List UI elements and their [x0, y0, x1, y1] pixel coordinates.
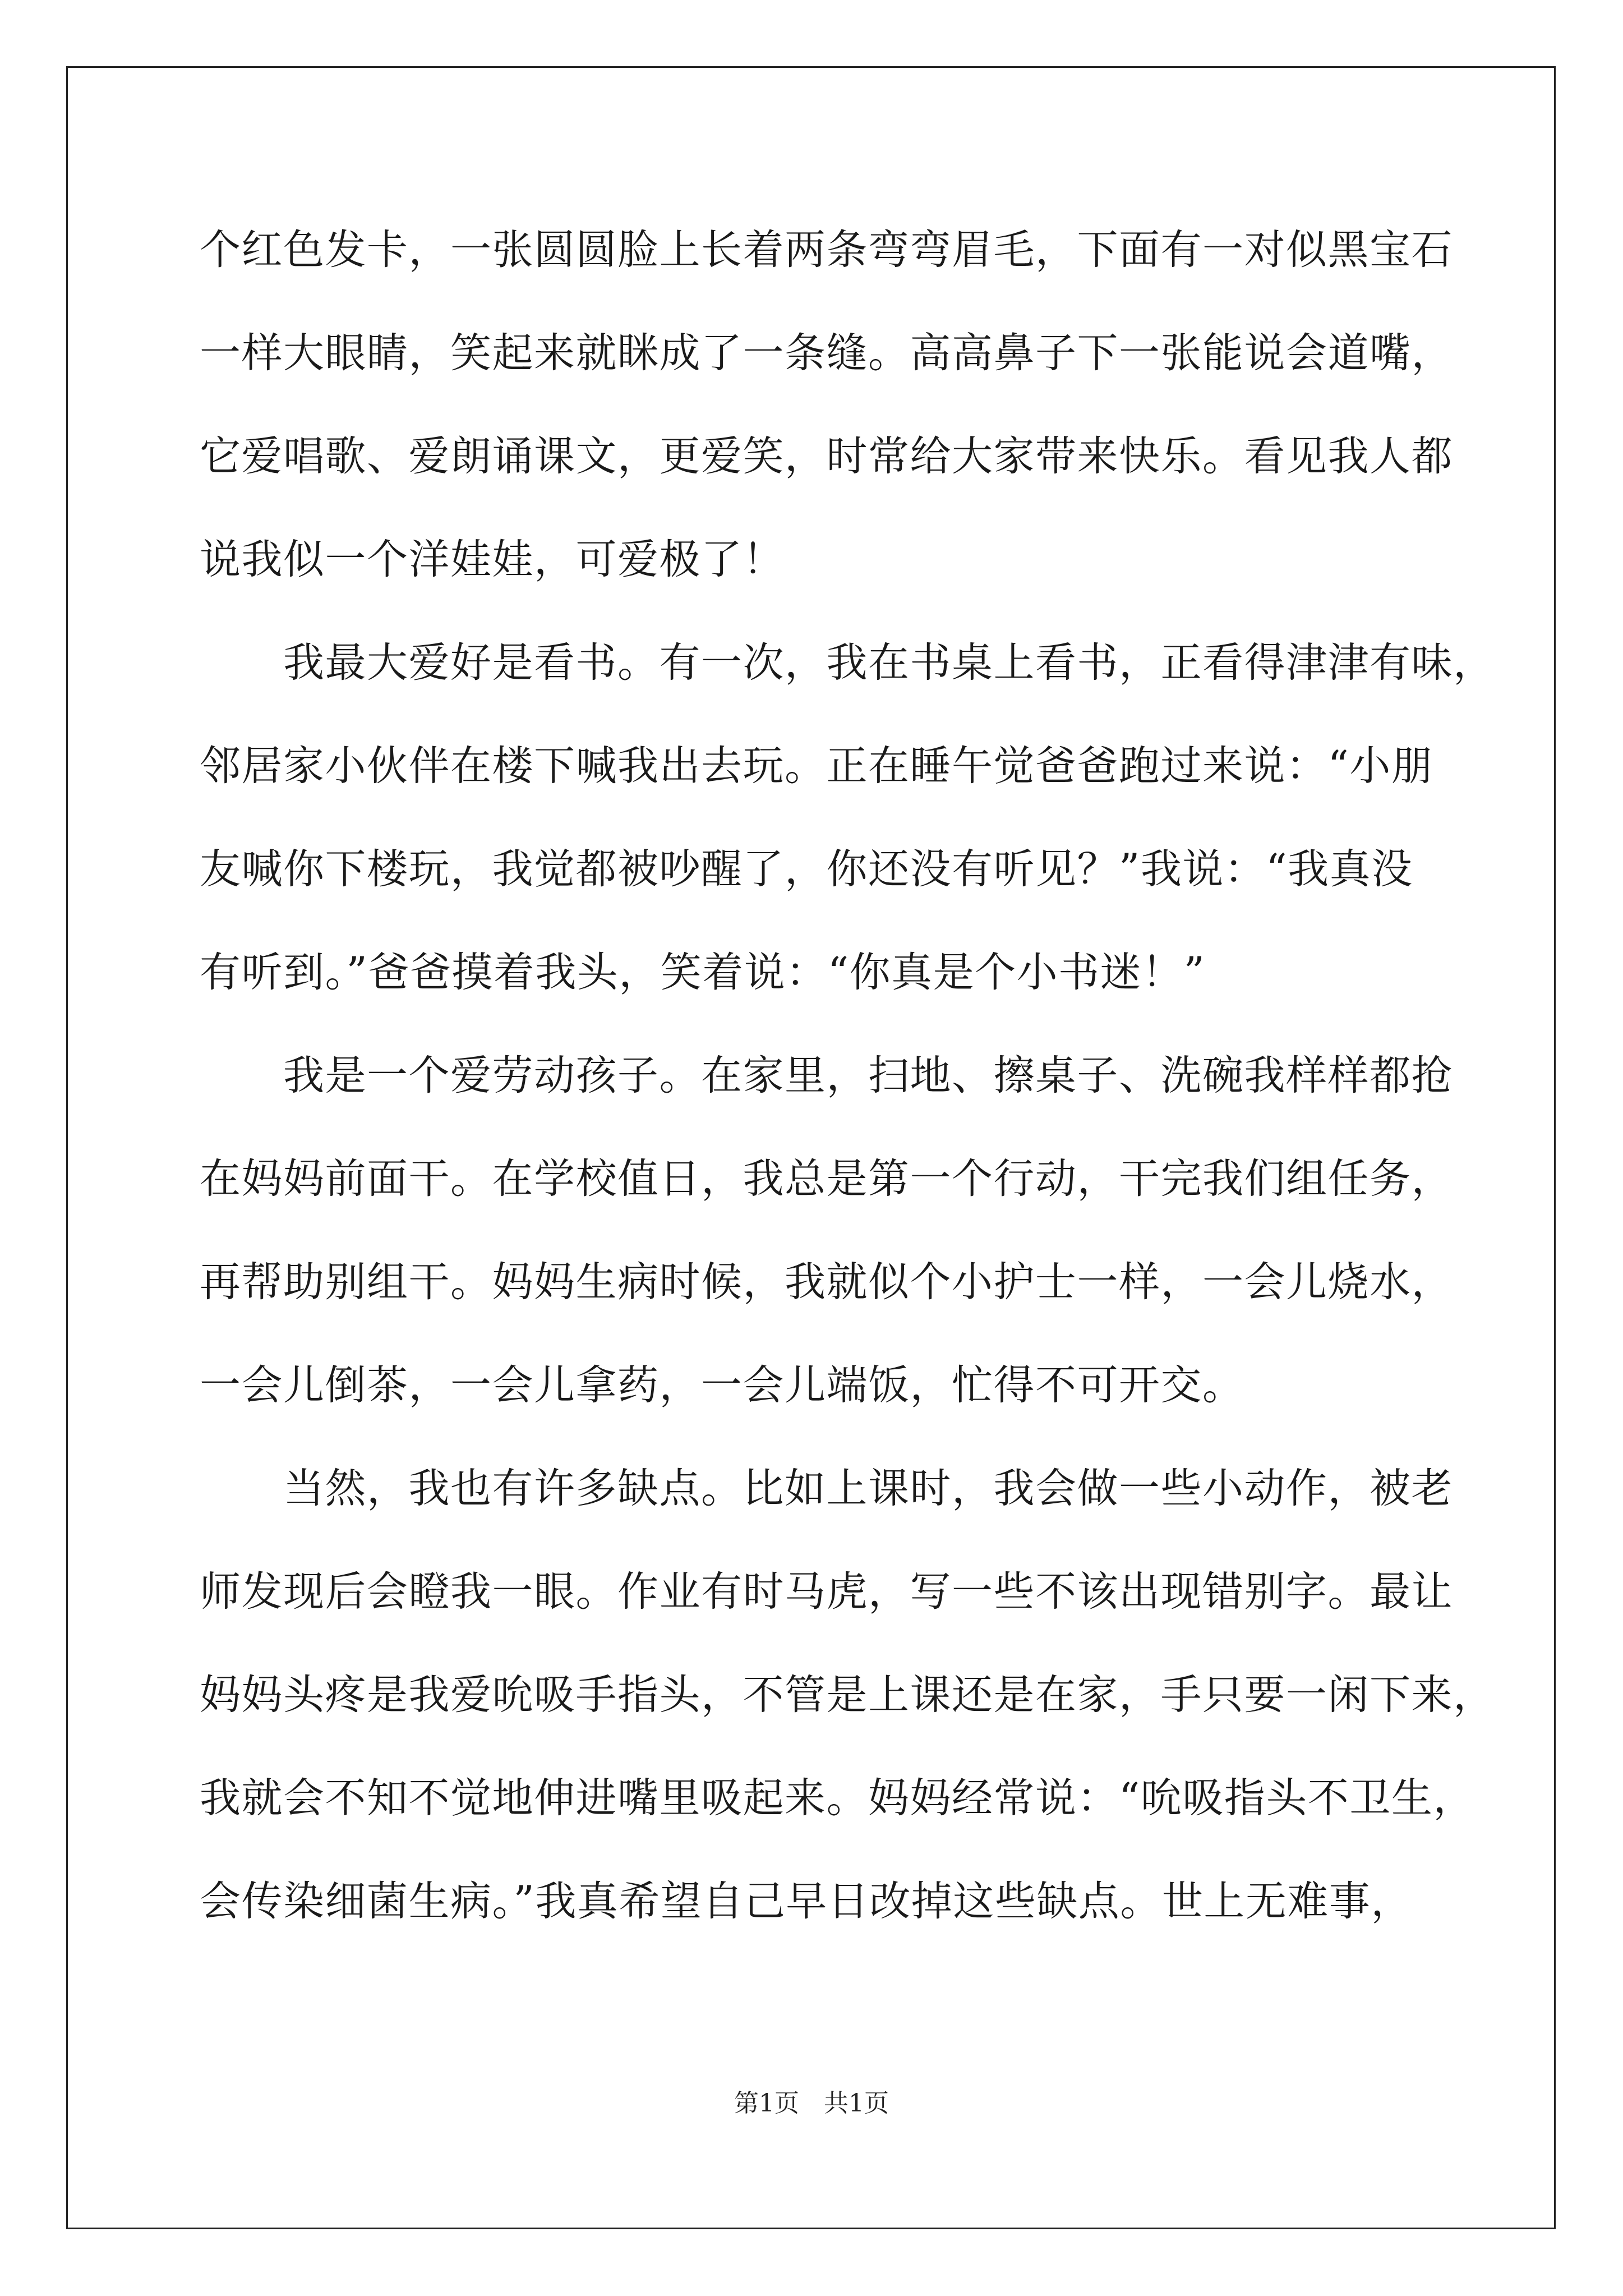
text-line: 说我似一个洋娃娃，可爱极了！ — [200, 536, 785, 583]
text-line: 一样大眼睛，笑起来就眯成了一条缝。高高鼻子下一张能说会道嘴， — [200, 329, 1453, 377]
text-line: 我是一个爱劳动孩子。在家里，扫地、擦桌子、洗碗我样样都抢 — [200, 1052, 1453, 1099]
text-line: 再帮助别组干。妈妈生病时候，我就似个小护士一样，一会儿烧水， — [200, 1258, 1453, 1306]
text-line: 个红色发卡，一张圆圆脸上长着两条弯弯眉毛，下面有一对似黑宝石 — [200, 226, 1453, 274]
text-line: 邻居家小伙伴在楼下喊我出去玩。正在睡午觉爸爸跑过来说：“小朋 — [200, 742, 1433, 790]
text-line: 我就会不知不觉地伸进嘴里吸起来。妈妈经常说：“吮吸指头不卫生， — [200, 1774, 1475, 1822]
text-line: 当然，我也有许多缺点。比如上课时，我会做一些小动作，被老 — [200, 1465, 1453, 1512]
text-line: 它爱唱歌、爱朗诵课文，更爱笑，时常给大家带来快乐。看见我人都 — [200, 432, 1453, 480]
text-line: 友喊你下楼玩，我觉都被吵醒了，你还没有听见？”我说：“我真没 — [200, 845, 1413, 893]
text-line: 我最大爱好是看书。有一次，我在书桌上看书，正看得津津有味， — [200, 639, 1495, 687]
text-line: 有听到。”爸爸摸着我头，笑着说：“你真是个小书迷！” — [200, 949, 1206, 996]
text-line: 会传染细菌生病。”我真希望自己早日改掉这些缺点。世上无难事， — [200, 1878, 1413, 1925]
text-line: 妈妈头疼是我爱吮吸手指头，不管是上课还是在家，手只要一闲下来， — [200, 1671, 1495, 1719]
page-number-footer: 第1页 共1页 — [734, 2089, 889, 2118]
text-line: 在妈妈前面干。在学校值日，我总是第一个行动，干完我们组任务， — [200, 1155, 1453, 1203]
text-line: 一会儿倒茶，一会儿拿药，一会儿端饭，忙得不可开交。 — [200, 1361, 1244, 1409]
text-line: 师发现后会瞪我一眼。作业有时马虎，写一些不该出现错别字。最让 — [200, 1568, 1453, 1616]
